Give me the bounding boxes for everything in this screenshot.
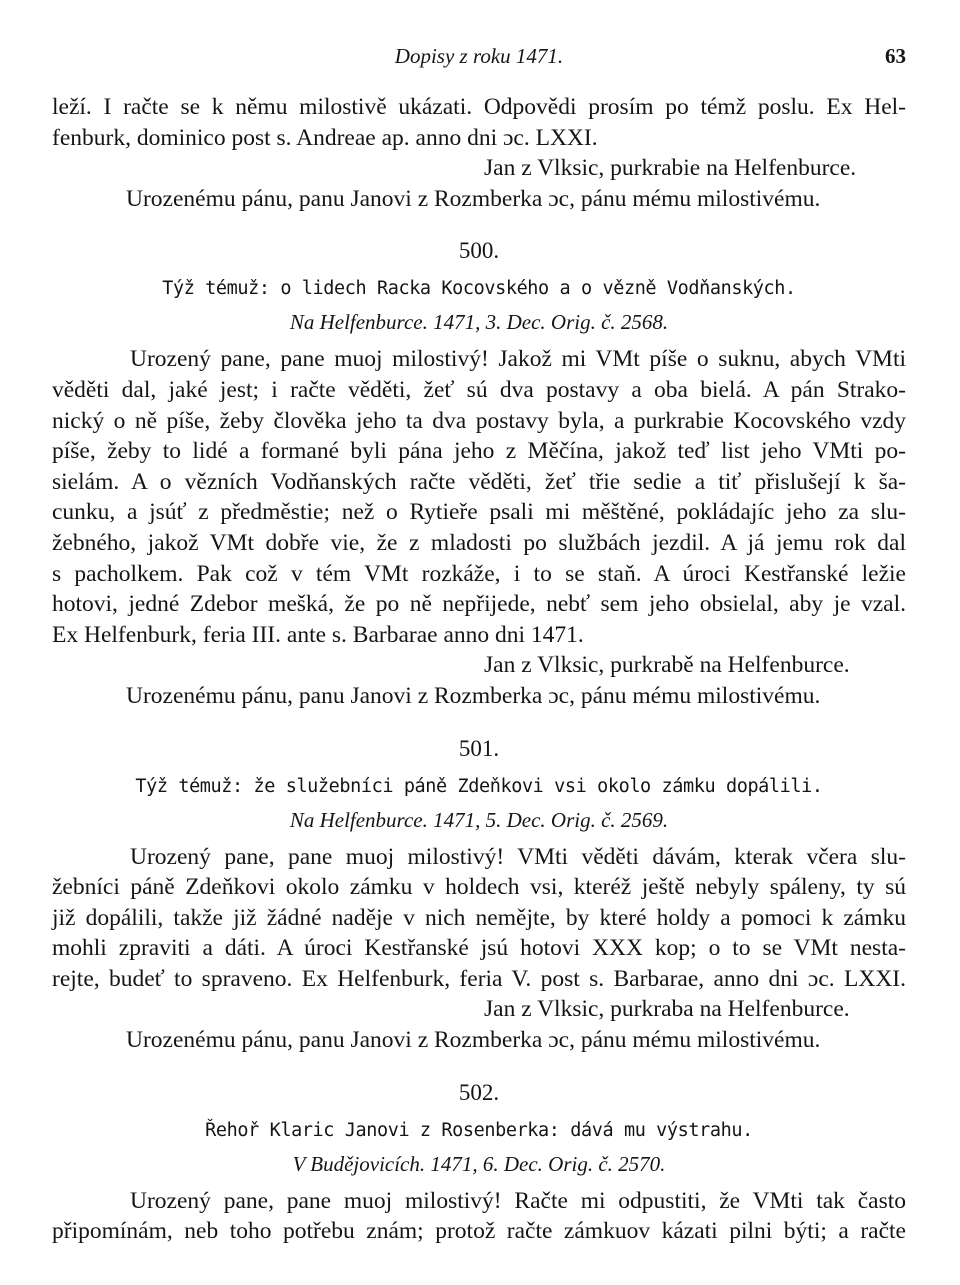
letter-source: V Budějovicích. 1471, 6. Dec. Orig. č. 2570.: [292, 1151, 666, 1176]
text-line: žebníci páně Zdeňkovi okolo zámku v holdech vsi, kteréž ještě nebyly spáleny, ty sú: [52, 874, 906, 901]
text-line: připomínám, neb toho potřebu znám; protož račte zámkuov kázati pilni býti; a račte: [52, 1218, 906, 1245]
letter-source: Na Helfenburce. 1471, 3. Dec. Orig. č. 2568.: [289, 310, 669, 335]
running-title: Dopisy z roku 1471.: [394, 44, 564, 68]
text-line: leží. I račte se k němu milostivě ukázati. Odpovědi prosím po témž poslu. Ex Hel-: [52, 94, 906, 120]
text-line: Ex Helfenburk, feria III. ante s. Barbarae anno dni 1471.: [52, 621, 584, 648]
letter-address: Urozenému pánu, panu Janovi z Rozmberka ɔc, pánu mému milostivému.: [126, 682, 821, 709]
text-line: s pacholkem. Pak což v tém VMt rozkáže, i to se staň. A úroci Kestřanské ležie: [52, 560, 906, 587]
letter-signature: Jan z Vlksic, purkraba na Helfenburce.: [484, 996, 850, 1023]
letter-number: 500.: [458, 238, 500, 264]
page-number: 63: [885, 44, 906, 68]
text-line: mohli zpraviti a dáti. A úroci Kestřanské jsú hotovi XXX kop; o to se VMt nesta-: [52, 935, 906, 962]
text-line: Urozený pane, pane muoj milostivý! Račte mi odpustiti, že VMti tak často: [130, 1187, 906, 1214]
letter-summary: Řehoř Klaric Janovi z Rosenberka: dává mu výstrahu.: [205, 1119, 753, 1141]
letter-signature: Jan z Vlksic, purkrabie na Helfenburce.: [484, 155, 857, 182]
text-line: nický o ně píše, žeby člověka jeho ta dva postavy byla, a purkrabie Kocovského vzdy: [52, 407, 906, 434]
text-line: sielám. A o vězních Vodňanských račte věděti, žeť třie sedie a tiť přislušejí k ša-: [52, 468, 906, 495]
text-line: již dopálili, takže již žádné naděje v nich nemějte, by které holdy a pomoci k zámku: [52, 904, 906, 931]
letter-summary: Týž témuž: že služebníci páně Zdeňkovi vsi okolo zámku dopálili.: [135, 775, 823, 797]
text-line: žebného, jakož VMt dobře vie, že z mladosti po službách jezdil. A já jemu rok dal: [52, 529, 906, 556]
letter-number: 501.: [458, 735, 500, 761]
letter-signature: Jan z Vlksic, purkrabě na Helfenburce.: [484, 652, 850, 679]
text-line: fenburk, dominico post s. Andreae ap. anno dni ɔc. LXXI.: [52, 124, 598, 151]
text-line: píše, žeby to lidé a formané byli pána jeho z Měčína, jakož teď list jeho VMti po-: [52, 438, 906, 465]
letter-summary: Týž témuž: o lidech Racka Kocovského a o vězně Vodňanských.: [162, 278, 796, 300]
letter-address: Urozenému pánu, panu Janovi z Rozmberka ɔc, pánu mému milostivému.: [126, 185, 821, 212]
page-header: [52, 44, 906, 76]
letter-source: Na Helfenburce. 1471, 5. Dec. Orig. č. 2569.: [289, 807, 669, 832]
text-line: hotovi, jedné Zdebor mešká, že po ně nepřijede, nebť sem jeho obsielal, aby je vzal.: [52, 591, 906, 618]
text-line: Urozený pane, pane muoj milostivý! Jakož mi VMt píše o suknu, abych VMti: [130, 346, 906, 373]
text-line: cunku, a jsúť z předměstie; než o Rytieře psali mi měštěné, pokládajíc jeho za slu-: [52, 499, 906, 526]
letter-address: Urozenému pánu, panu Janovi z Rozmberka ɔc, pánu mému milostivému.: [126, 1027, 821, 1054]
text-line: rejte, budeť to spraveno. Ex Helfenburk, feria V. post s. Barbarae, anno dni ɔc. LXXI.: [52, 965, 906, 992]
page-body: [52, 92, 906, 1247]
letter-number: 502.: [458, 1079, 500, 1105]
text-line: věděti dal, jaké jest; i račte věděti, žeť sú dva postavy a oba bielá. A pán Strako-: [52, 376, 906, 403]
text-line: Urozený pane, pane muoj milostivý! VMti věděti dávám, kterak včera slu-: [130, 843, 906, 870]
